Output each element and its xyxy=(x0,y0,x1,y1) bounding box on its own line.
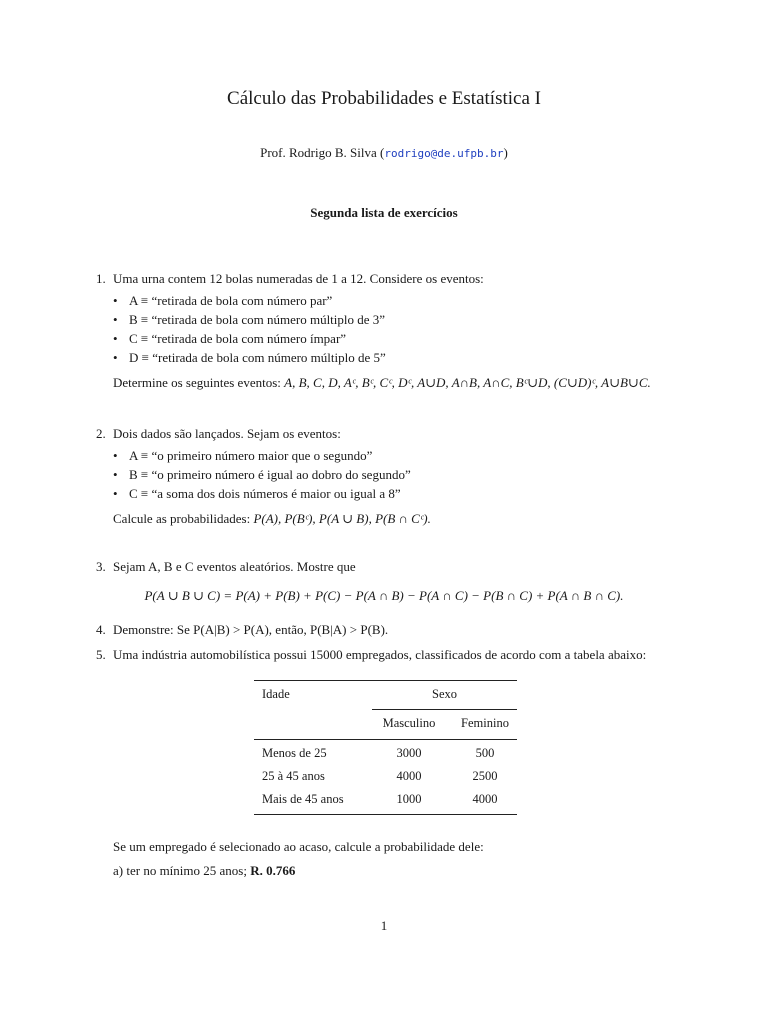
exercise-text: Dois dados são lançados. Sejam os eventos: xyxy=(113,426,341,441)
list-item: • B ≡ “retirada de bola com número múltiplo de 3” xyxy=(113,311,651,330)
author-name: Prof. Rodrigo B. Silva ( xyxy=(260,145,385,160)
determine-line xyxy=(96,374,651,392)
exercise-text: Uma urna contem 12 bolas numeradas de 1 a 12. Considere os eventos: xyxy=(113,271,484,286)
exercise-text: Sejam A, B e C eventos aleatórios. Mostre que xyxy=(113,559,356,574)
list-item: • B ≡ “o primeiro número é igual ao dobro do segundo” xyxy=(113,466,431,485)
table-rule-top xyxy=(254,680,517,681)
part-a xyxy=(96,862,696,880)
table-cell: 4000 xyxy=(472,792,498,806)
table-cell: 3000 xyxy=(396,746,422,760)
question-text: Se um empregado é selecionado ao acaso, calcule a probabilidade dele: xyxy=(113,839,484,854)
list-item: • D ≡ “retirada de bola com número múltiplo de 5” xyxy=(113,349,651,368)
inclusion-exclusion-formula: P(A ∪ B ∪ C) = P(A) + P(B) + P(C) − P(A ∩ B) − P(A ∩ C) − P(B ∩ C) + P(A ∩ B ∩ C). xyxy=(144,588,624,603)
exercise-2 xyxy=(96,425,431,528)
calc-line xyxy=(96,510,431,528)
table-rule-sub xyxy=(372,709,517,710)
table-cell: 2500 xyxy=(472,769,498,783)
table-rule-mid xyxy=(254,739,517,740)
exercise-number: 1. xyxy=(96,271,106,286)
list-subtitle: Segunda lista de exercícios xyxy=(310,205,458,220)
calc-math: P(A), P(Bᶜ), P(A ∪ B), P(B ∩ Cᶜ). xyxy=(253,511,431,526)
exercise-text: Uma indústria automobilística possui 15000 empregados, classificados de acordo com a tabela abaixo: xyxy=(113,647,647,662)
table-row-label: Menos de 25 xyxy=(262,746,327,760)
determine-label: Determine os seguintes eventos: xyxy=(113,375,281,390)
author-close: ) xyxy=(503,145,508,160)
table-header-idade: Idade xyxy=(262,687,290,701)
table-cell: 1000 xyxy=(396,792,422,806)
exercise-5 xyxy=(96,646,696,664)
determine-math: A, B, C, D, Aᶜ, Bᶜ, Cᶜ, Dᶜ, A∪D, A∩B, A∩C, Bᶜ∪D, (C∪D)ᶜ, A∪B∪C. xyxy=(284,375,651,390)
calc-label: Calcule as probabilidades: xyxy=(113,511,251,526)
author-line xyxy=(0,145,768,161)
exercise-text: Demonstre: Se P(A|B) > P(A), então, P(B|A) > P(B). xyxy=(113,622,389,637)
part-a-label: a) xyxy=(113,863,124,878)
exercise-3 xyxy=(96,558,356,576)
part-a-text: ter no mínimo 25 anos; xyxy=(126,863,247,878)
author-email-link[interactable]: rodrigo@de.ufpb.br xyxy=(384,147,504,160)
exercise-number: 3. xyxy=(96,559,106,574)
exercise-5-question xyxy=(96,838,696,880)
list-item: • C ≡ “retirada de bola com número ímpar” xyxy=(113,330,651,349)
table-header-sexo: Sexo xyxy=(432,687,457,701)
exercise-number: 4. xyxy=(96,622,106,637)
list-item: • A ≡ “retirada de bola com número par” xyxy=(113,292,651,311)
list-item: • A ≡ “o primeiro número maior que o segundo” xyxy=(113,447,431,466)
exercise-number: 5. xyxy=(96,647,106,662)
list-item: • C ≡ “a soma dos dois números é maior ou igual a 8” xyxy=(113,485,431,504)
table-header-feminino: Feminino xyxy=(461,716,509,730)
page-number: 1 xyxy=(380,918,388,933)
table-row-label: Mais de 45 anos xyxy=(262,792,344,806)
table-rule-bottom xyxy=(254,814,517,815)
table-cell: 4000 xyxy=(396,769,422,783)
table-cell: 500 xyxy=(475,746,495,760)
event-list xyxy=(96,447,431,504)
exercise-4 xyxy=(96,621,388,639)
exercise-1 xyxy=(96,270,651,392)
exercise-number: 2. xyxy=(96,426,106,441)
part-a-answer: R. 0.766 xyxy=(250,863,296,878)
document-title: Cálculo das Probabilidades e Estatística I xyxy=(227,88,541,109)
table-header-masculino: Masculino xyxy=(382,716,436,730)
event-list xyxy=(96,292,651,368)
table-row-label: 25 à 45 anos xyxy=(262,769,325,783)
